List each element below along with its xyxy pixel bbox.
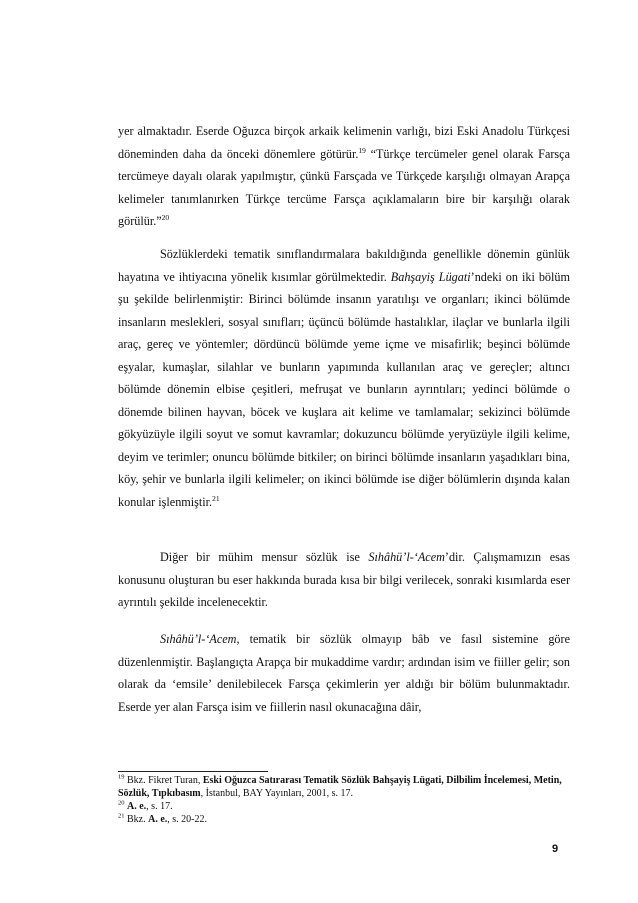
bold-text: Eski Oğuzca Satırarası Tematik Sözlük Bahşayiş Lügati, Dilbilim İncelemesi, Metin, Sözlük, Tıpkıbasım (118, 775, 562, 799)
text-run: ’dir. Çalışmamızın esas konusunu oluşturan bu eser hakkında burada kısa bir bilgi verilecek, sonraki kısımlarda eser ayrıntılı şekilde incelenecektir. (118, 550, 570, 609)
body-paragraph-1 (118, 120, 570, 233)
text-run: “Türkçe tercümeler genel olarak Farsça tercümeye dayalı olarak yapılmıştır, çünkü Farsçada ve Türkçede karşılığı olmayan Arapça kelimeler tanımlanırken Türkçe tercüme Farsça açıklamaların bire bir karşılığı olarak görülür.” (118, 146, 570, 228)
footnote-marker: 19 (118, 773, 125, 781)
footnote-21 (118, 813, 570, 826)
paragraph-text (118, 546, 570, 614)
text-run: Diğer bir mühim mensur sözlük ise (160, 550, 369, 564)
footnote-marker: 21 (118, 812, 125, 820)
text-run: , s. 20-22. (167, 814, 208, 825)
text-run: Bkz. (124, 814, 149, 825)
footnotes (118, 774, 570, 826)
text-run: ’ndeki on iki bölüm şu şekilde belirlenmiştir: Birinci bölümde insanın yaratılışı ve organları; ikinci bölümde insanların meslekleri, sosyal sınıfları; üçüncü bölümde hastalıklar, ilaçlar ve bunlarla ilgili araç, gereç ve yöntemler; dördüncü bölümde yeme içme ve misafirlik; beşinci bölümde eşyalar, kumaşlar, silahlar ve bunların yapımında kullanılan araç ve gereçler; altıncı bölümde dönemin elbise çeşitleri, mefruşat ve bunların ayrıntıları; yedinci bölümde o dönemde bilinen hayvan, böcek ve kuşlara ait kelime ve tamlamalar; sekizinci bölümde gökyüzüyle ilgili soyut ve somut kavramlar; dokuzuncu bölümde yeryüzüyle ilgili kelime, deyim ve terimler; onuncu bölümde bitkiler; on birinci bölümde insanların yaşadıkları bina, köy, şehir ve bunlarla ilgili kelimeler; on ikinci bölümde ise diğer bölümlerin dışında kalan konular işlenmiştir. (118, 269, 570, 509)
text-run: , tematik bir sözlük olmayıp bâb ve fasıl sistemine göre düzenlenmiştir. Başlangıçta Arapça bir mukaddime vardır; ardından isim ve fiiller gelir; son olarak da ‘emsile’ denilebilecek Farsça çekimlerin yer aldığı bir bölüm bulunmaktadır. Eserde yer alan Farsça isim ve fiillerin nasıl okunacağına dâir, (118, 632, 570, 714)
page-number: 9 (552, 843, 559, 855)
bold-text: A. e. (127, 801, 147, 812)
text-run: yer almaktadır. Eserde Oğuzca birçok arkaik kelimenin varlığı, bizi Eski Anadolu Türkçesi döneminden daha da önceki dönemlere götürür. (118, 124, 570, 161)
text-run: , s. 17. (146, 801, 173, 812)
text-run: Sözlüklerdeki tematik sınıflandırmalara bakıldığında genellikle dönemin günlük hayatına ve ihtiyacına yönelik kısımlar görülmektedir. (118, 247, 570, 284)
footnote-marker: 19 (358, 145, 366, 155)
footnote-20 (118, 800, 570, 813)
text-run: Bkz. Fikret Turan, (124, 775, 203, 786)
body-paragraph-4 (118, 628, 570, 718)
bold-text: A. e. (148, 814, 168, 825)
italic-title: Sıhâhü’l-‘Acem (368, 550, 445, 564)
footnote-marker: 21 (212, 493, 220, 503)
paragraph-text (118, 243, 570, 513)
paragraph-text (118, 120, 570, 233)
footnote-divider (118, 771, 268, 772)
footnote-marker: 20 (118, 799, 125, 807)
paragraph-text (118, 628, 570, 718)
text-run: , İstanbul, BAY Yayınları, 2001, s. 17. (200, 788, 353, 799)
body-paragraph-3 (118, 546, 570, 614)
italic-title: Sıhâhü’l-‘Acem (160, 632, 237, 646)
footnote-19 (118, 774, 570, 800)
footnote-marker: 20 (161, 212, 170, 222)
body-paragraph-2 (118, 243, 570, 513)
italic-title: Bahşayiş Lügati (390, 269, 471, 284)
